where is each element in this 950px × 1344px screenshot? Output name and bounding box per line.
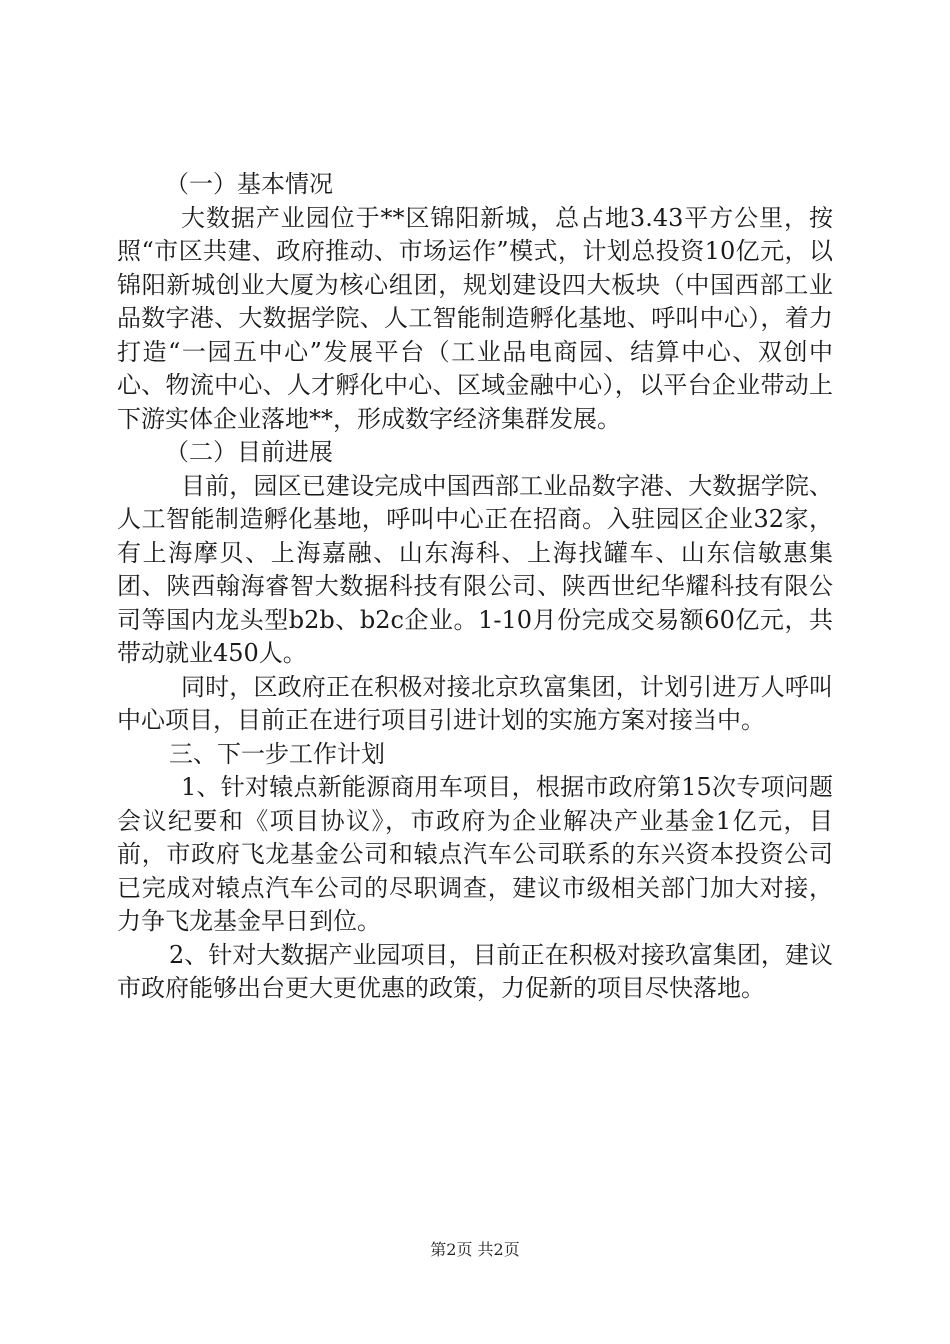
- section-heading-next-steps: 三、下一步工作计划: [169, 739, 385, 768]
- page-footer: 第2页 共2页: [430, 1240, 520, 1259]
- paragraph-progress: 目前，园区已建设完成中国西部工业品数字港、大数据学院、人工智能制造孵化基地，呼叫中心正在招商。入驻园区企业32家，有上海摩贝、上海嘉融、山东海科、上海找罐车、山东信敏惠集团、陕西翰海睿智大数据科技有限公司、陕西世纪华耀科技有限公司等国内龙头型b2b、b2c企业。1-10月份完成交易额60亿元，共带动就业450人。: [117, 471, 833, 667]
- document-body: [117, 168, 833, 1006]
- paragraph-meanwhile: 同时，区政府正在积极对接北京玖富集团，计划引进万人呼叫中心项目，目前正在进行项目引进计划的实施方案对接当中。: [117, 672, 833, 734]
- section-heading-basic-info: （一）基本情况: [165, 170, 333, 198]
- paragraph-plan-item-2: 2、针对大数据产业园项目，目前正在积极对接玖富集团，建议市政府能够出台更大更优惠的政策，力促新的项目尽快落地。: [117, 940, 833, 1002]
- paragraph-plan-item-1: 1、针对辕点新能源商用车项目，根据市政府第15次专项问题会议纪要和《项目协议》，市政府为企业解决产业基金1亿元，目前，市政府飞龙基金公司和辕点汽车公司联系的东兴资本投资公司已完成对辕点汽车公司的尽职调查，建议市级相关部门加大对接，力争飞龙基金早日到位。: [117, 773, 833, 935]
- section-heading-progress: （二）目前进展: [165, 438, 333, 466]
- paragraph-basic-info: 大数据产业园位于**区锦阳新城，总占地3.43平方公里，按照“市区共建、政府推动、市场运作”模式，计划总投资10亿元，以锦阳新城创业大厦为核心组团，规划建设四大板块（中国西部工业品数字港、大数据学院、人工智能制造孵化基地、呼叫中心），着力打造“一园五中心”发展平台（工业品电商园、结算中心、双创中心、物流中心、人才孵化中心、区域金融中心），以平台企业带动上下游实体企业落地**，形成数字经济集群发展。: [117, 203, 833, 433]
